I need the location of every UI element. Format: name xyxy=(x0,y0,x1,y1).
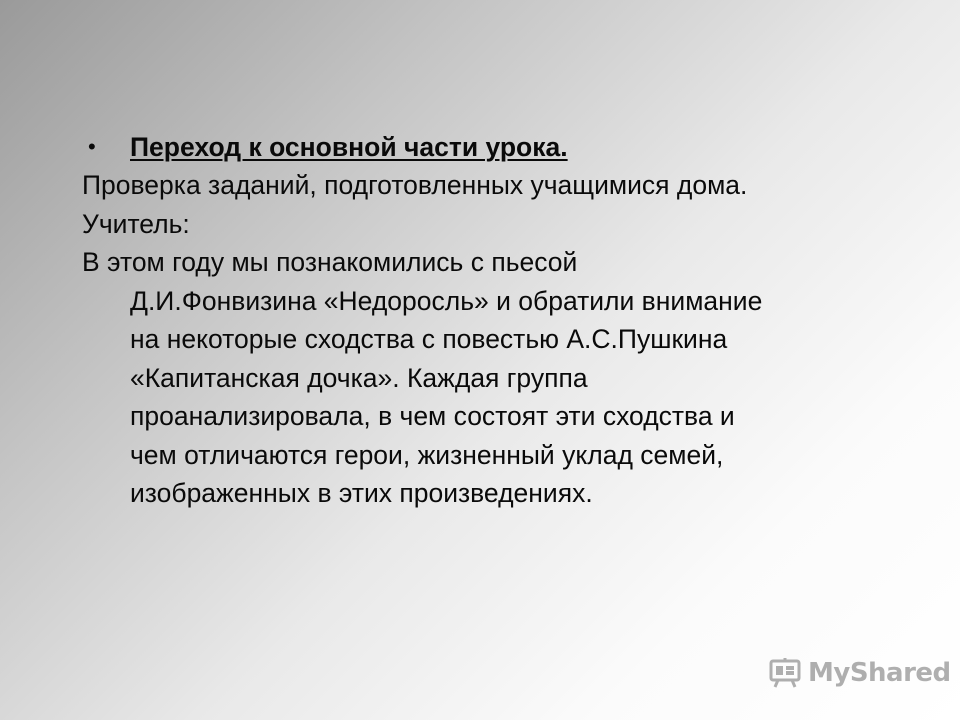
paragraph-line: проанализировала, в чем состоят эти сходства и xyxy=(130,401,735,431)
paragraph-first-line: В этом году мы познакомились с пьесой xyxy=(82,247,578,277)
bullet-icon: • xyxy=(88,134,96,159)
watermark-logo xyxy=(768,657,951,689)
paragraph-line: на некоторые сходства с повестью А.С.Пушкина xyxy=(130,324,728,354)
paragraph-line: чем отличаются герои, жизненный уклад семей, xyxy=(130,439,724,470)
paragraph-line: «Капитанская дочка». Каждая группа xyxy=(130,362,588,393)
slide-content xyxy=(82,128,922,513)
bullet-item xyxy=(82,128,922,166)
section-heading: Переход к основной части урока. xyxy=(130,132,568,162)
paragraph-line: изображенных в этих произведениях. xyxy=(130,478,593,508)
paragraph-line: Д.И.Фонвизина «Недоросль» и обратили внимание xyxy=(130,285,763,316)
presentation-board-icon xyxy=(768,657,802,689)
text-line-teacher: Учитель: xyxy=(82,208,190,239)
text-line-tasks-check: Проверка заданий, подготовленных учащимися дома. xyxy=(82,170,748,200)
watermark-text: MyShared xyxy=(808,658,951,688)
paragraph-body xyxy=(82,282,922,513)
